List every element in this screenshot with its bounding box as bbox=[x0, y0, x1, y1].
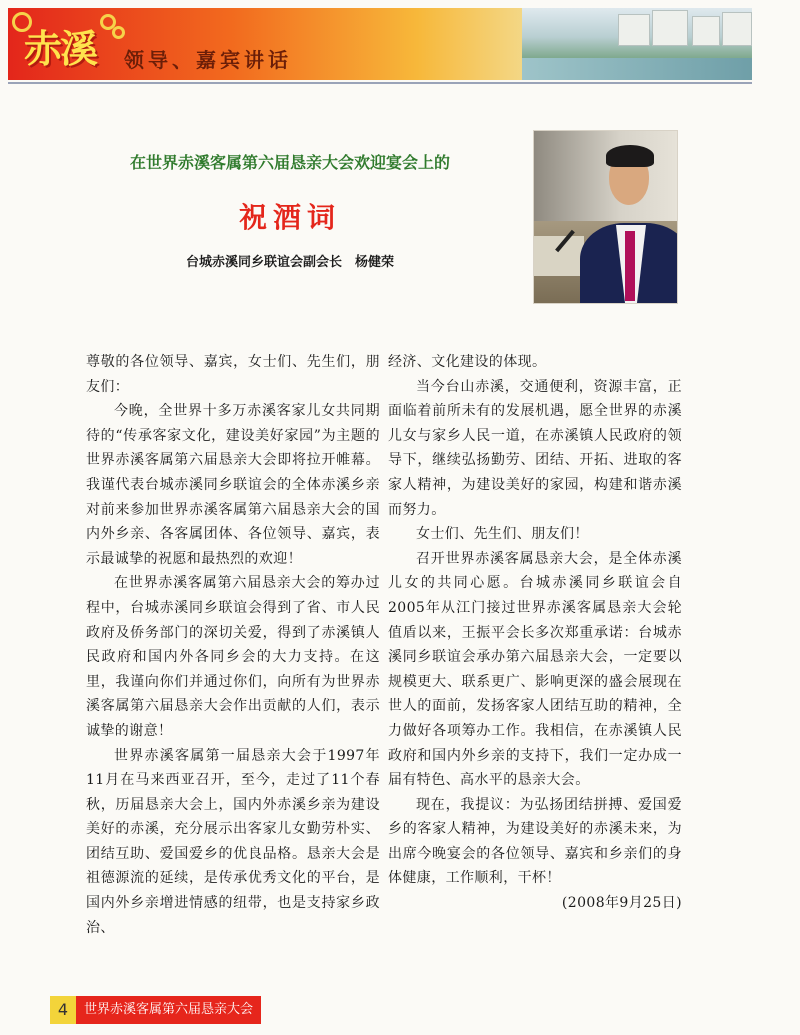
article-title: 祝酒词 bbox=[238, 201, 341, 234]
logo-text: 赤溪 bbox=[24, 26, 97, 71]
left-column bbox=[86, 350, 380, 940]
paragraph: 世界赤溪客属第一届恳亲大会于1997年11月在马来西亚召开，至今，走过了11个春秋，历届恳亲大会上，国内外赤溪乡亲为建设美好的赤溪，充分展示出客家儿女勤劳朴实、团结互助、爱国爱乡的优良品格。恳亲大会是祖德源流的延续，是传承优秀文化的平台，是国内外乡亲增进情感的纽带，也是支持家乡政治、 bbox=[86, 747, 380, 936]
article-byline: 台城赤溪同乡联谊会副会长 杨健荣 bbox=[185, 255, 394, 270]
page-number: 4 bbox=[50, 996, 76, 1024]
riverside-town-photo bbox=[522, 8, 752, 80]
publication-name: 世界赤溪客属第六届恳亲大会 bbox=[76, 996, 261, 1024]
page-footer bbox=[50, 996, 254, 1024]
header-divider bbox=[8, 82, 752, 84]
header-banner bbox=[8, 8, 752, 80]
section-title: 领导、嘉宾讲话 bbox=[124, 48, 292, 72]
paragraph: 女士们、先生们、朋友们！ bbox=[416, 526, 589, 543]
paragraph: 经济、文化建设的体现。 bbox=[388, 354, 547, 370]
decorative-circle bbox=[112, 26, 125, 39]
date-line: (2008年9月25日) bbox=[561, 895, 682, 912]
paragraph: 当今台山赤溪，交通便利，资源丰富，正面临着前所未有的发展机遇，愿全世界的赤溪儿女与家乡人民一道，在赤溪镇人民政府的领导下，继续弘扬勤劳、团结、开拓、进取的客家人精神，为建设美好的家园，构建和谐赤溪而努力。 bbox=[388, 378, 682, 518]
paragraph: 在世界赤溪客属第六届恳亲大会的筹办过程中，台城赤溪同乡联谊会得到了省、市人民政府及侨务部门的深切关爱，得到了赤溪镇人民政府和国内外各同乡会的大力支持。在这里，我谨向你们并通过你们，向所有为世界赤溪客属第六届恳亲大会作出贡献的人们，表示诚挚的谢意！ bbox=[86, 575, 380, 739]
paragraph: 今晚，全世界十多万赤溪客家儿女共同期待的“传承客家文化，建设美好家园”为主题的世界赤溪客属第六届恳亲大会即将拉开帷幕。我谨代表台城赤溪同乡联谊会的全体赤溪乡亲对前来参加世界赤溪客属第六届恳亲大会的国内外乡亲、各客属团体、各位领导、嘉宾，表示最诚挚的祝愿和最热烈的欢迎！ bbox=[86, 403, 380, 567]
speaker-photo bbox=[533, 130, 678, 304]
right-column bbox=[388, 350, 682, 916]
paragraph: 现在，我提议：为弘扬团结拼搏、爱国爱乡的客家人精神，为建设美好的赤溪未来，为出席今晚宴会的各位领导、嘉宾和乡亲们的身体健康，工作顺利，干杯！ bbox=[388, 796, 682, 887]
paragraph: 召开世界赤溪客属恳亲大会，是全体赤溪儿女的共同心愿。台城赤溪同乡联谊会自2005年从江门接过世界赤溪客属恳亲大会轮值盾以来，王振平会长多次郑重承诺：台城赤溪同乡联谊会承办第六届恳亲大会，一定要以规模更大、联系更广、影响更深的盛会展现在世人的面前，发扬客家人团结互助的精神，全力做好各项筹办工作。我相信，在赤溪镇人民政府和国内外乡亲的支持下，我们一定办成一届有特色、高水平的恳亲大会。 bbox=[388, 550, 682, 789]
paragraph: 尊敬的各位领导、嘉宾，女士们、先生们，朋友们： bbox=[86, 354, 380, 395]
article-headline: 在世界赤溪客属第六届恳亲大会欢迎宴会上的 bbox=[129, 153, 450, 172]
